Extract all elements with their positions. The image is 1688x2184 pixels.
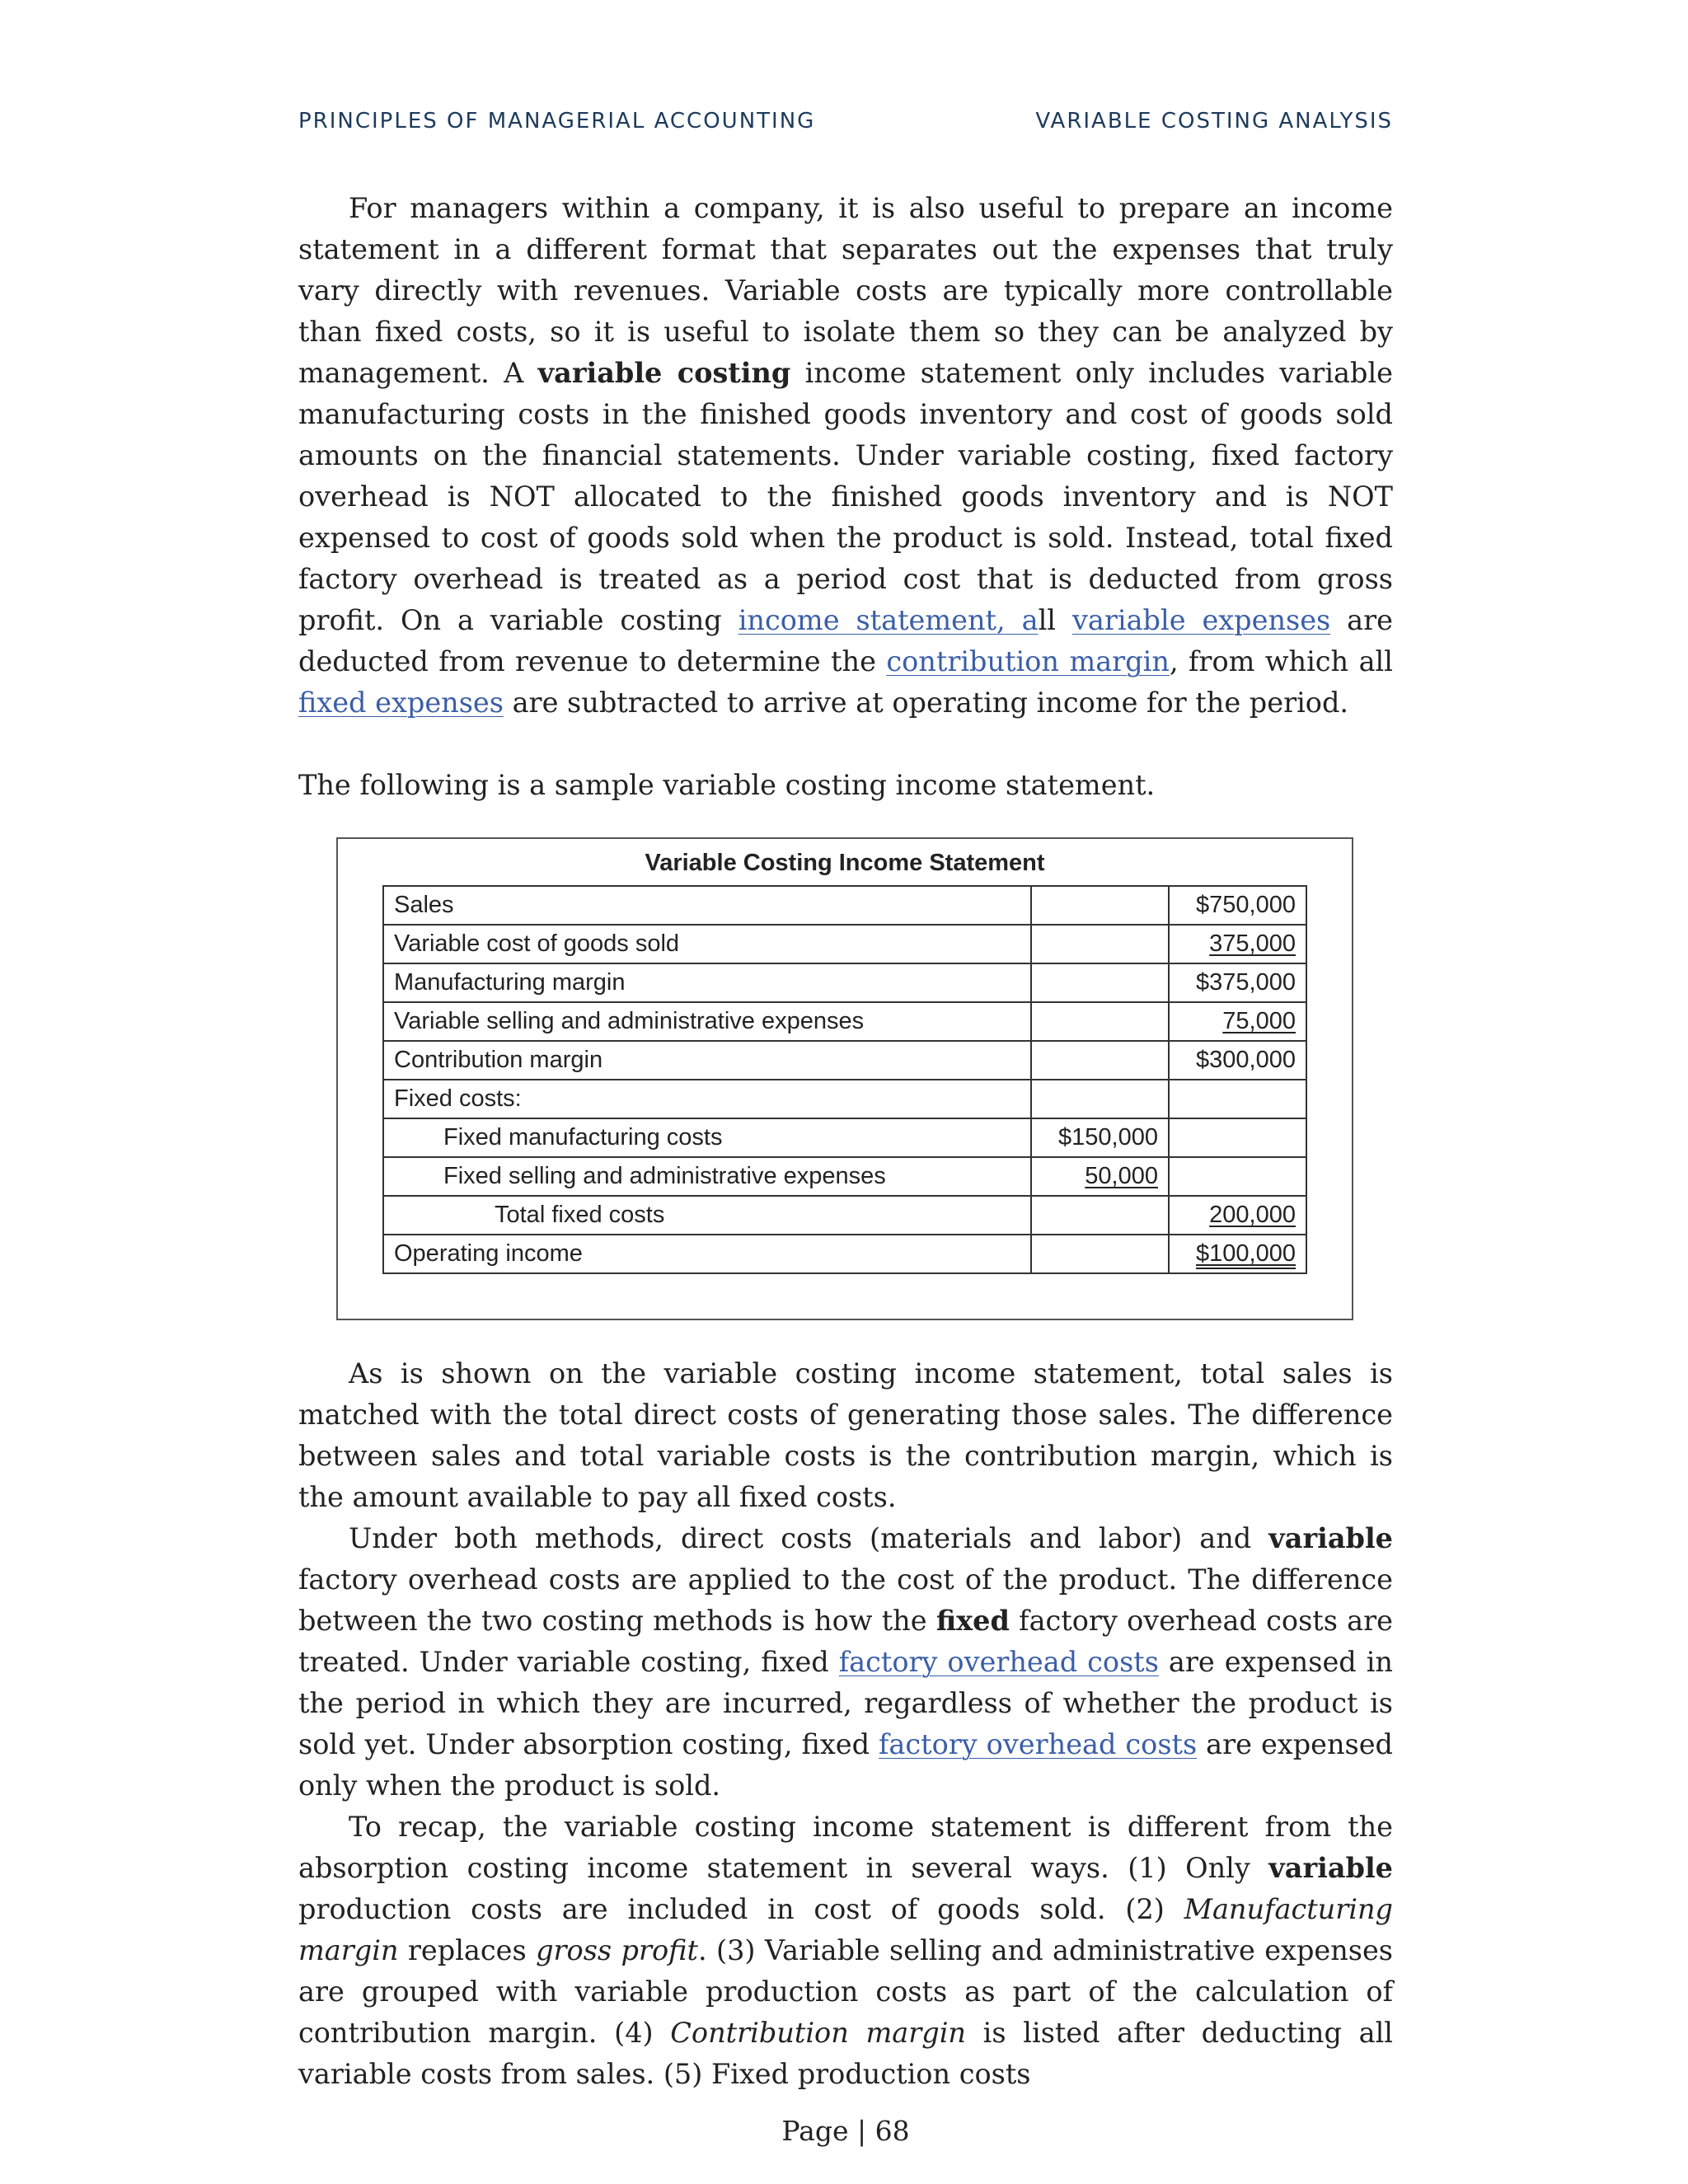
- row-label-value: Manufacturing margin: [394, 969, 626, 996]
- text-run: factory overhead costs are treated. Under variable costing, fixed: [298, 1605, 1393, 1678]
- row-label: [383, 1002, 1031, 1041]
- row-label: [383, 1080, 1031, 1118]
- glossary-link[interactable]: factory overhead costs: [838, 1646, 1159, 1678]
- glossary-link[interactable]: income statement, a: [738, 604, 1039, 636]
- income-statement-table: [382, 885, 1307, 1274]
- bold-term: variable: [1268, 1522, 1393, 1554]
- bold-term: variable costing: [537, 357, 791, 389]
- running-header-chapter-title: VARIABLE COSTING ANALYSIS: [1035, 109, 1393, 134]
- glossary-link[interactable]: factory overhead costs: [879, 1728, 1198, 1760]
- text-run: production costs are included in cost of goods sold. (2): [298, 1893, 1184, 1925]
- subtotal-cell: [1031, 1041, 1169, 1080]
- row-label-value: Sales: [394, 892, 454, 918]
- italic-term: Contribution margin: [670, 2017, 966, 2049]
- row-label-value: Operating income: [394, 1240, 583, 1267]
- body-text-top: [298, 188, 1393, 806]
- total-cell: [1169, 963, 1306, 1002]
- text-run: As is shown on the variable costing income statement, total sales is matched with the total direct costs of generating those sales. The difference between sales and total variable costs is the contribution margin, which is the amount available to pay all fixed costs.: [298, 1357, 1393, 1513]
- subtotal-cell: [1031, 963, 1169, 1002]
- statement-row: [383, 1196, 1306, 1235]
- statement-row: [383, 1080, 1306, 1118]
- total-cell-value: $375,000: [1196, 969, 1296, 996]
- total-cell: [1169, 1002, 1306, 1041]
- row-label-value: Fixed selling and administrative expenses: [443, 1163, 886, 1189]
- bold-term: fixed: [935, 1605, 1010, 1637]
- text-run: , from which all: [1169, 645, 1393, 677]
- total-cell: [1169, 925, 1306, 963]
- subtotal-cell: [1031, 886, 1169, 925]
- text-run: income statement only includes variable manufacturing costs in the finished goods inventory and cost of goods sold amounts on the financial statements. Under variable costing, fixed factory overhead is NOT allocated to the finished goods inventory and is NOT expensed to cost of goods sold when the product is sold. Instead, total fixed factory overhead is treated as a period cost that is deducted from gross profit. On a variable costing: [298, 357, 1393, 636]
- subtotal-cell-value: 50,000: [1085, 1163, 1158, 1189]
- page: [298, 0, 1393, 2182]
- statement-row: [383, 886, 1306, 925]
- text-run: are subtracted to arrive at operating income for the period.: [503, 687, 1349, 719]
- subtotal-cell: [1031, 1157, 1169, 1196]
- total-cell: [1169, 1157, 1306, 1196]
- statement-title: Variable Costing Income Statement: [645, 850, 1045, 876]
- row-label-value: Fixed costs:: [394, 1085, 522, 1112]
- total-cell-value: 75,000: [1222, 1008, 1296, 1034]
- text-run: are expensed only when the product is sold.: [298, 1728, 1394, 1802]
- bold-term: variable: [1268, 1852, 1393, 1884]
- income-statement-figure: [336, 837, 1353, 1320]
- italic-term: gross profit: [536, 1934, 698, 1966]
- body-text-bottom: [298, 1353, 1393, 2095]
- total-cell: [1169, 1235, 1306, 1273]
- text-run: ll: [1038, 604, 1072, 636]
- running-header-book-title: PRINCIPLES OF MANAGERIAL ACCOUNTING: [298, 109, 816, 134]
- row-label-value: Fixed manufacturing costs: [443, 1124, 723, 1151]
- text-run: are deducted from revenue to determine the: [298, 604, 1393, 677]
- glossary-link[interactable]: contribution margin: [886, 645, 1170, 677]
- row-label-value: Contribution margin: [394, 1047, 603, 1073]
- page-number: Page | 68: [781, 2115, 910, 2147]
- subtotal-cell: [1031, 1002, 1169, 1041]
- row-label: [383, 963, 1031, 1002]
- paragraph: [298, 188, 1393, 724]
- total-cell: [1169, 1080, 1306, 1118]
- subtotal-cell-value: $150,000: [1058, 1124, 1158, 1151]
- statement-row: [383, 1235, 1306, 1273]
- row-label: [383, 1118, 1031, 1157]
- statement-row: [383, 963, 1306, 1002]
- row-label: [383, 1196, 1031, 1235]
- total-cell-value: $750,000: [1196, 892, 1296, 918]
- total-cell-value: $300,000: [1196, 1047, 1296, 1073]
- paragraph: [298, 1807, 1393, 2095]
- italic-term: Manufacturing margin: [298, 1893, 1393, 1966]
- total-cell: [1169, 886, 1306, 925]
- paragraph: [298, 1353, 1393, 1518]
- subtotal-cell: [1031, 1080, 1169, 1118]
- text-run: Under both methods, direct costs (materials and labor) and: [349, 1522, 1269, 1554]
- row-label: [383, 1235, 1031, 1273]
- row-label: [383, 886, 1031, 925]
- total-cell-value: 375,000: [1209, 930, 1296, 957]
- total-cell-value: $100,000: [1196, 1240, 1296, 1267]
- glossary-link[interactable]: fixed expenses: [298, 687, 504, 719]
- text-run: To recap, the variable costing income statement is different from the absorption costing income statement in several ways. (1) Only: [298, 1811, 1393, 1884]
- text-run: is listed after deducting all variable costs from sales. (5) Fixed production costs: [298, 2017, 1393, 2090]
- text-run: replaces: [398, 1934, 537, 1966]
- text-run: For managers within a company, it is also useful to prepare an income statement in a different format that separates out the expenses that truly vary directly with revenues. Variable costs are typically more controllable than fixed costs, so it is useful to isolate them so they can be analyzed by management. A: [298, 192, 1393, 389]
- row-label-value: Variable selling and administrative expenses: [394, 1008, 865, 1034]
- subtotal-cell: [1031, 925, 1169, 963]
- statement-row: [383, 1002, 1306, 1041]
- text-run: . (3) Variable selling and administrative expenses are grouped with variable production costs as part of the calculation of contribution margin. (4): [298, 1934, 1393, 2049]
- text-run: are expensed in the period in which they are incurred, regardless of whether the product is sold yet. Under absorption costing, fixed: [298, 1646, 1393, 1760]
- row-label-value: Variable cost of goods sold: [394, 930, 680, 957]
- subtotal-cell: [1031, 1235, 1169, 1273]
- running-header: [298, 107, 1393, 135]
- total-cell: [1169, 1196, 1306, 1235]
- subtotal-cell: [1031, 1196, 1169, 1235]
- statement-row: [383, 1041, 1306, 1080]
- statement-row: [383, 1157, 1306, 1196]
- total-cell: [1169, 1041, 1306, 1080]
- statement-row: [383, 925, 1306, 963]
- row-label: [383, 1157, 1031, 1196]
- glossary-link[interactable]: variable expenses: [1071, 604, 1331, 636]
- total-cell-value: 200,000: [1209, 1202, 1296, 1228]
- paragraph: [298, 765, 1393, 806]
- paragraph: [298, 1518, 1393, 1807]
- text-run: The following is a sample variable costing income statement.: [298, 769, 1156, 801]
- subtotal-cell: [1031, 1118, 1169, 1157]
- row-label-value: Total fixed costs: [495, 1202, 665, 1228]
- text-run: factory overhead costs are applied to the cost of the product. The difference between the two costing methods is how the: [298, 1563, 1393, 1637]
- statement-row: [383, 1118, 1306, 1157]
- row-label: [383, 925, 1031, 963]
- total-cell: [1169, 1118, 1306, 1157]
- row-label: [383, 1041, 1031, 1080]
